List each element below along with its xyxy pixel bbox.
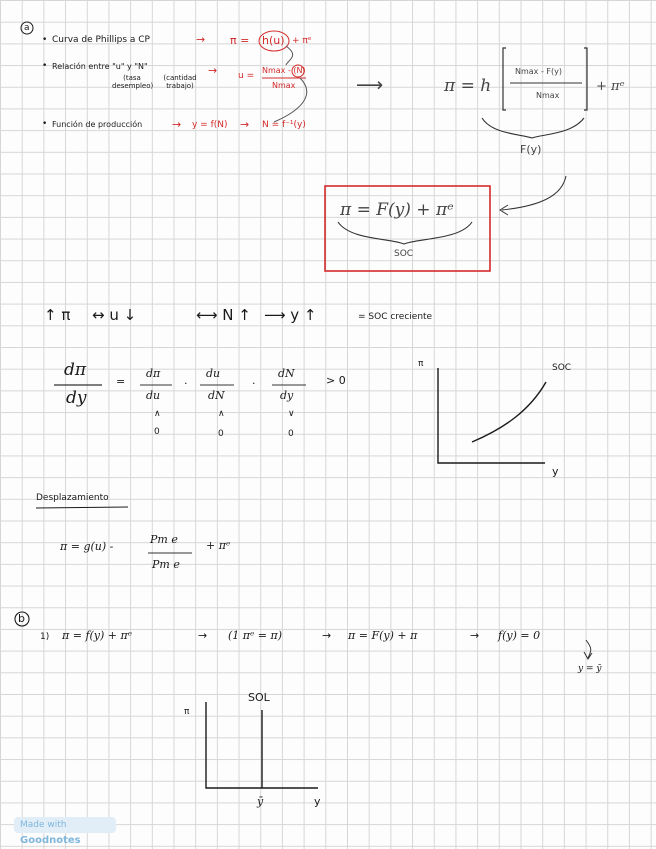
b-result: y = ȳ <box>578 664 602 674</box>
arrow-2: → <box>208 64 218 77</box>
shift-denominator: Pm e <box>152 558 180 571</box>
arrow-4: → <box>240 118 250 131</box>
combined-bracket <box>503 48 587 110</box>
graph1-y-label: π <box>418 359 424 369</box>
chain-u-down: ↔ u ↓ <box>92 306 137 324</box>
deriv-f2-num: du <box>206 367 221 380</box>
combined-arrow: ⟶ <box>356 74 384 96</box>
zero-3: 0 <box>288 429 294 439</box>
bullet-3: • <box>42 119 48 129</box>
boxed-formula: π = F(y) + πᵉ <box>340 200 454 220</box>
graph2-ybar-label: ȳ <box>257 795 264 808</box>
sign-2: ∧ <box>218 409 225 419</box>
chain-result: = SOC creciente <box>358 312 433 322</box>
arrow-3: → <box>172 118 182 131</box>
chain-y-up: ⟶ y ↑ <box>264 306 317 324</box>
b-eq1: π = f(y) + πᵉ <box>62 629 133 642</box>
watermark-brand: Goodnotes <box>20 835 81 846</box>
deriv-dot-2: · <box>252 377 256 390</box>
u-denominator: Nmax <box>272 81 296 90</box>
zero-1: 0 <box>154 427 160 437</box>
item-1: 1) <box>40 632 50 642</box>
b-arrow-2: → <box>322 629 332 642</box>
phillips-label: Curva de Phillips a CP <box>52 35 150 45</box>
b-eq2: π = F(y) + π <box>348 629 418 642</box>
deriv-dot-1: · <box>184 377 188 390</box>
deriv-f3-den: dy <box>280 389 294 402</box>
u-numerator: Nmax - (N) <box>262 66 306 75</box>
b-arrow-3: → <box>470 629 480 642</box>
graph2-axes <box>206 702 318 788</box>
goodnotes-watermark <box>14 817 116 846</box>
deriv-f1-num: dπ <box>146 367 161 380</box>
graph1-x-label: y <box>552 465 559 478</box>
combined-numerator: Nmax - F(y) <box>515 67 562 76</box>
deriv-f1-den: du <box>146 389 161 402</box>
deriv-lhs-num: dπ <box>64 360 87 380</box>
zero-2: 0 <box>218 429 224 439</box>
combined-underbrace <box>482 118 584 138</box>
u-eq: u = <box>238 71 255 81</box>
combined-tail: + πᵉ <box>596 79 625 94</box>
sign-1: ∧ <box>154 409 161 419</box>
deriv-result: > 0 <box>326 374 346 387</box>
deriv-lhs-den: dy <box>66 388 87 408</box>
combined-brace-label: F(y) <box>520 143 542 156</box>
phillips-hu: h(u) <box>262 34 285 47</box>
b-arrow-1: → <box>198 629 208 642</box>
deriv-f3-num: dN <box>278 367 295 380</box>
graph1-soc-curve <box>472 382 546 442</box>
production-label: Función de producción <box>52 120 143 129</box>
shift-tail: + πᵉ <box>206 539 231 552</box>
combined-denominator: Nmax <box>536 91 560 100</box>
shift-title: Desplazamiento <box>36 493 109 503</box>
soc-underbrace <box>338 222 472 244</box>
watermark-prefix: Made with <box>20 820 67 830</box>
marker-b: b <box>18 612 25 625</box>
note-unemployment: (tasa desempleo) <box>112 74 154 90</box>
deriv-f2-den: dN <box>208 389 225 402</box>
graph2-curve-label: SOL <box>248 691 270 704</box>
graph2-y-label: π <box>184 707 190 717</box>
relation-label: Relación entre "u" y "N" <box>52 62 148 71</box>
boxed-brace-label: SOC <box>394 249 414 259</box>
production-eq: y = f(N) <box>192 120 228 130</box>
arrow-to-box <box>502 176 566 210</box>
graph1-curve-label: SOC <box>552 363 572 373</box>
deriv-eq: = <box>116 375 126 388</box>
chain-pi-up: ↑ π <box>44 306 71 324</box>
inverse-eq: N = f⁻¹(y) <box>262 120 306 130</box>
bullet-2: • <box>42 61 48 71</box>
arrow-1: → <box>196 33 206 46</box>
graph2-x-label: y <box>314 795 321 808</box>
phillips-pi: π = <box>230 34 250 47</box>
b-eq3: f(y) = 0 <box>498 629 541 642</box>
shift-numerator: Pm e <box>150 533 178 546</box>
graph1-axes <box>438 368 545 463</box>
combined-lhs: π = h <box>444 76 492 96</box>
marker-a: a <box>24 23 30 33</box>
b-bracket: (1 πᵉ = π) <box>228 629 283 642</box>
bullet-1: • <box>42 35 48 45</box>
link-hu-to-u <box>286 46 293 65</box>
shift-lhs: π = g(u) - <box>60 540 114 553</box>
chain-n-up: ⟷ N ↑ <box>196 306 251 324</box>
sign-3: ∨ <box>288 409 295 419</box>
note-labor: (cantidad trabajo) <box>163 74 197 90</box>
phillips-tail: + πᵉ <box>292 36 312 46</box>
